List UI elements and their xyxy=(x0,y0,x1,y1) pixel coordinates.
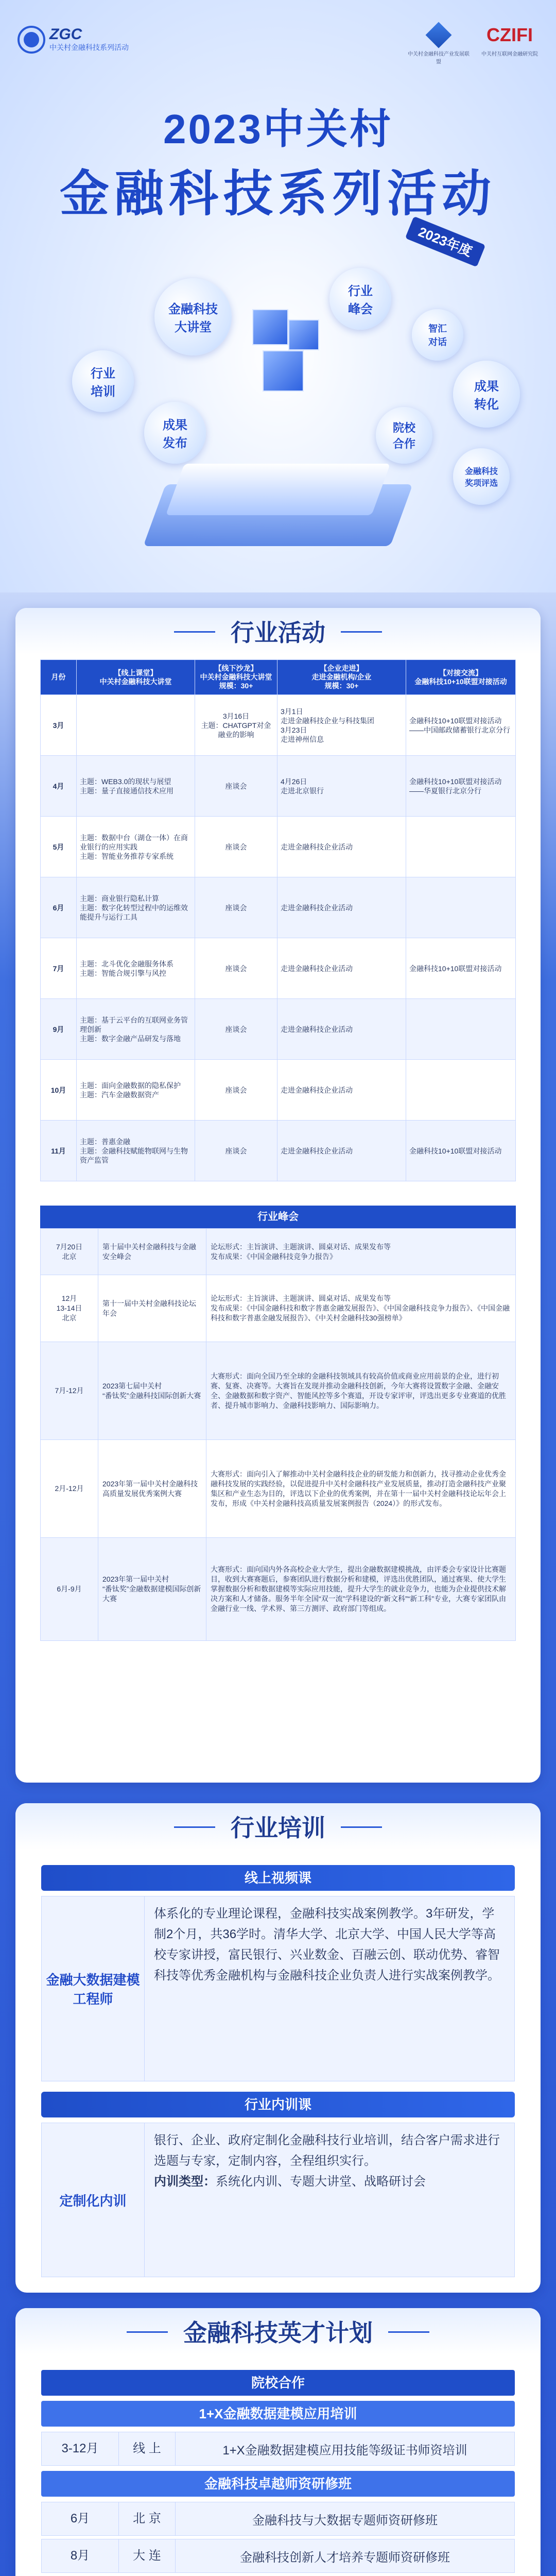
summit-date: 7月20日 北京 xyxy=(41,1229,98,1275)
activity-row xyxy=(41,938,516,999)
page-title-line1: 2023中关村 xyxy=(163,106,393,152)
summit-name: 2023年第一届中关村 “番钛奖”金融数据建模国际创新大赛 xyxy=(98,1538,206,1641)
summit-row xyxy=(41,1342,516,1440)
bubble-industry-summit: 行业 峰会 xyxy=(329,268,391,330)
cert-text: 1+X金融数据建模应用技能等级证书师资培训 xyxy=(222,2443,467,2458)
bubble-business-promo: 成果 转化 xyxy=(453,361,520,428)
activity-row xyxy=(41,695,516,756)
activity-row xyxy=(41,817,516,877)
alliance-cube-icon xyxy=(426,22,452,48)
activity-month: 7月 xyxy=(41,938,77,999)
summit-desc: 论坛形式：主旨演讲、主题演讲、圆桌对话、成果发布等 发布成果：《中国金融科技和数字普惠金融发展报告》、《中国金融科技竞争力报告》、《中国金融科技和数字普惠金融发展报告》、《中关村金融科技30强榜单》 xyxy=(206,1275,516,1342)
activity-online: 主题：数据中台（湖仓一体）在商业银行的应用实践 主题：智能业务推荐专家系统 xyxy=(77,817,195,877)
activity-online: 主题：商业银行隐私计算 主题：数字化转型过程中的运维效能提升与运行工具 xyxy=(77,877,195,938)
activity-visit: 走进金融科技企业活动 xyxy=(277,877,406,938)
offline-course-content xyxy=(145,2123,514,2277)
summit-row xyxy=(41,1538,516,1641)
summit-name: 第十届中关村金融科技与金融安全峰会 xyxy=(98,1229,206,1275)
activities-table xyxy=(40,659,516,1181)
offline-types-label: 内训类型： xyxy=(154,2175,216,2189)
hero-cube-graphic xyxy=(232,289,335,412)
col-match: 【对接交流】 金融科技10+10联盟对接活动 xyxy=(406,660,516,695)
alliance-logo xyxy=(408,21,470,65)
activities-header xyxy=(15,608,541,654)
activities-header-row xyxy=(41,660,516,695)
summit-table xyxy=(40,1228,516,1641)
activity-match: 金融科技10+10联盟对接活动 xyxy=(406,1121,516,1181)
offline-course-label: 定制化内训 xyxy=(42,2123,145,2277)
summit-name: 2023年第一届中关村金融科技高质量发展优秀案例大赛 xyxy=(98,1440,206,1538)
activity-offline: 座谈会 xyxy=(195,1121,277,1181)
bubble-industry-training: 行业 培训 xyxy=(72,350,134,412)
advanced-loc: 大 连 xyxy=(119,2539,176,2572)
col-month: 月份 xyxy=(41,660,77,695)
zgc-logo xyxy=(18,26,129,54)
activity-visit: 走进金融科技企业活动 xyxy=(277,999,406,1060)
activity-match xyxy=(406,1060,516,1121)
online-course-text: 体系化的专业理论课程，金融科技实战案例教学。3年研发，学制2个月，共36学时。清华大学、北京大学、中国人民大学等高校专家讲授，富民银行、兴业数金、百融云创、联动优势、睿智科技等优秀金融机构与金融科技企业负责人进行实战案例教学。 xyxy=(154,1907,500,1982)
advanced-text: 金融科技创新人才培养专题师资研修班 xyxy=(240,2550,450,2565)
online-course-label: 金融大数据建模工程师 xyxy=(42,1896,145,2081)
summit-date: 6月-9月 xyxy=(41,1538,98,1641)
summit-row xyxy=(41,1229,516,1275)
summit-bar: 行业峰会 xyxy=(40,1206,516,1228)
activity-offline: 座谈会 xyxy=(195,877,277,938)
cert-loc: 线 上 xyxy=(119,2432,176,2465)
alliance-logo-sub: 中关村金融科技产业发展联盟 xyxy=(408,52,470,65)
col-online: 【线上课堂】 中关村金融科技大讲堂 xyxy=(77,660,195,695)
hero-platform-graphic xyxy=(154,443,402,546)
summit-date: 2月-12月 xyxy=(41,1440,98,1538)
training-title: 行业培训 xyxy=(215,1809,341,1843)
col-offline: 【线下沙龙】 中关村金融科技大讲堂 规模：30+ xyxy=(195,660,277,695)
bubble-review-meeting: 院校 合作 xyxy=(376,407,432,464)
activity-month: 10月 xyxy=(41,1060,77,1121)
summit-date: 12月 13-14日 北京 xyxy=(41,1275,98,1342)
activity-match: 金融科技10+10联盟对接活动 xyxy=(406,938,516,999)
activity-offline: 座谈会 xyxy=(195,1060,277,1121)
advanced-text: 金融科技与大数据专题师资研修班 xyxy=(252,2513,438,2528)
talent-panel xyxy=(15,2308,541,2576)
activity-match xyxy=(406,877,516,938)
training-header xyxy=(15,1803,541,1850)
summit-desc: 大赛形式：面向引入了解推动中关村金融科技企业的研发能力和创新力，找寻推动企业优秀金融科技发展的实践经验，以促进提升中关村金融科技产业发展质量，推动打造金融科技产业聚集区和产业生态为目的，评选以下企业的优秀案例，并在第十一届中关村金融科技论坛年会上发布，形成《中关村金融科技高质量发展案例报告（2024）》的形式发布。 xyxy=(206,1440,516,1538)
summit-desc: 大赛形式：面向国内外各高校企业大学生，提出金融数据建模挑战，由评委会专家设计比赛题目，收到大赛赛题后，参赛团队进行数据分析和建模，评选出优胜团队，通过赛果、使大学生掌握数据分析和数据建模等实际应用技能，提升大学生的就业竞争力，也能为企业提供技术解决方案和人才储备。服务半年全国“双一流”学科建设的“新文科”“新工科”专业，大赛专家团队由金融行业一线、学术界、第三方测评、政府部门等组成。 xyxy=(206,1538,516,1641)
bubble-research-release: 成果 发布 xyxy=(144,402,206,464)
activity-visit: 4月26日 走进北京银行 xyxy=(277,756,406,817)
bubble-fintech-lecture: 金融科技 大讲堂 xyxy=(154,278,232,355)
activity-match: 金融科技10+10联盟对接活动 ——中国邮政储蓄银行北京分行 xyxy=(406,695,516,756)
activity-visit: 3月1日 走进金融科技企业与科技集团 3月23日 走进神州信息 xyxy=(277,695,406,756)
activity-month: 6月 xyxy=(41,877,77,938)
col-visit: 【企业走进】 走进金融机构/企业 规模：30+ xyxy=(277,660,406,695)
activity-month: 4月 xyxy=(41,756,77,817)
activity-row xyxy=(41,877,516,938)
bubble-innovation-award: 金融科技 奖项评选 xyxy=(453,448,510,505)
cert-row xyxy=(41,2432,515,2466)
offline-course-bar: 行业内训课 xyxy=(41,2092,515,2117)
advanced-bar: 金融科技卓越师资研修班 xyxy=(41,2471,515,2497)
activity-match xyxy=(406,999,516,1060)
activity-month: 11月 xyxy=(41,1121,77,1181)
offline-course-row xyxy=(41,2123,515,2277)
activity-month: 9月 xyxy=(41,999,77,1060)
summit-desc: 论坛形式：主旨演讲、主题演讲、圆桌对话、成果发布等 发布成果：《中国金融科技竞争力报告》 xyxy=(206,1229,516,1275)
online-course-bar: 线上视频课 xyxy=(41,1865,515,1891)
advanced-row xyxy=(41,2539,515,2573)
activity-offline: 座谈会 xyxy=(195,999,277,1060)
advanced-date: 6月 xyxy=(42,2502,119,2535)
activity-online: 主题：北斗优化金融服务体系 主题：智能合规引擎与风控 xyxy=(77,938,195,999)
offline-course-types xyxy=(154,2172,505,2192)
activity-row xyxy=(41,999,516,1060)
czifi-logo xyxy=(479,21,541,57)
advanced-loc: 北 京 xyxy=(119,2502,176,2535)
summit-row xyxy=(41,1440,516,1538)
activity-month: 5月 xyxy=(41,817,77,877)
cert-bar: 1+X金融数据建模应用培训 xyxy=(41,2401,515,2427)
bubble-intelligent-conversation: 智汇 对话 xyxy=(412,309,463,361)
training-panel xyxy=(15,1803,541,2293)
activity-offline: 3月16日 主题：CHATGPT对金融业的影响 xyxy=(195,695,277,756)
advanced-row xyxy=(41,2502,515,2536)
activity-visit: 走进金融科技企业活动 xyxy=(277,1060,406,1121)
activity-match: 金融科技10+10联盟对接活动 ——华夏银行北京分行 xyxy=(406,756,516,817)
activity-month: 3月 xyxy=(41,695,77,756)
activity-row xyxy=(41,1060,516,1121)
logo-left-main: ZGC xyxy=(49,26,82,43)
activity-online: 主题：基于云平台的互联网业务管理创新 主题：数字金融产品研发与落地 xyxy=(77,999,195,1060)
activity-online: 主题：普惠金融 主题：金融科技赋能物联网与生物资产监管 xyxy=(77,1121,195,1181)
summit-name: 第十一届中关村金融科技论坛年会 xyxy=(98,1275,206,1342)
activity-visit: 走进金融科技企业活动 xyxy=(277,817,406,877)
activity-online: 主题：WEB3.0的现状与展望 主题：量子直接通信技术应用 xyxy=(77,756,195,817)
talent-header xyxy=(15,2308,541,2354)
summit-desc: 大赛形式：面向全国乃至全球的金融科技领域具有较高价值或商业应用前景的企业，进行初赛、复赛、决赛等。大赛旨在发现并推动金融科技创新，今年大赛将设置数字金融、金融安全、金融数据和数字资产、智能风控等多个赛道，开设专家评审，评选出更多专业赛道的优胜者、提升城市影响力、金融科技影响力、国际影响力。 xyxy=(206,1342,516,1440)
offline-course-text: 银行、企业、政府定制化金融科技行业培训，结合客户需求进行选题与专家，定制内容，全程组织实行。 xyxy=(154,2133,500,2168)
czifi-logo-text: CZIFI xyxy=(486,24,533,45)
activity-online: 主题：面向金融数据的隐私保护 主题：汽车金融数据资产 xyxy=(77,1060,195,1121)
offline-types-text: 系统化内训、专题大讲堂、战略研讨会 xyxy=(216,2175,426,2189)
activities-title: 行业活动 xyxy=(215,614,341,648)
activity-row xyxy=(41,756,516,817)
activity-visit: 走进金融科技企业活动 xyxy=(277,1121,406,1181)
activity-visit: 走进金融科技企业活动 xyxy=(277,938,406,999)
hero-banner xyxy=(0,0,556,592)
activity-offline: 座谈会 xyxy=(195,817,277,877)
school-bar: 院校合作 xyxy=(41,2370,515,2396)
logo-left-sub: 中关村金融科技系列活动 xyxy=(49,43,129,52)
zgc-logo-icon xyxy=(18,26,45,54)
summit-name: 2023第七届中关村 “番钛奖”金融科技国际创新大赛 xyxy=(98,1342,206,1440)
cert-date: 3-12月 xyxy=(42,2432,119,2465)
talent-title: 金融科技英才计划 xyxy=(168,2314,388,2348)
summit-date: 7月-12月 xyxy=(41,1342,98,1440)
activity-offline: 座谈会 xyxy=(195,938,277,999)
czifi-logo-sub: 中关村互联网金融研究院 xyxy=(481,52,538,57)
activity-offline: 座谈会 xyxy=(195,756,277,817)
activity-match xyxy=(406,817,516,877)
summit-row xyxy=(41,1275,516,1342)
activities-panel xyxy=(15,608,541,1783)
advanced-date: 8月 xyxy=(42,2539,119,2572)
year-tag: 2023年度 xyxy=(405,216,485,267)
activity-row xyxy=(41,1121,516,1181)
page-title-line2: 金融科技系列活动 xyxy=(60,166,496,222)
partner-logos xyxy=(408,21,541,65)
online-course-row xyxy=(41,1896,515,2081)
activity-online xyxy=(77,695,195,756)
